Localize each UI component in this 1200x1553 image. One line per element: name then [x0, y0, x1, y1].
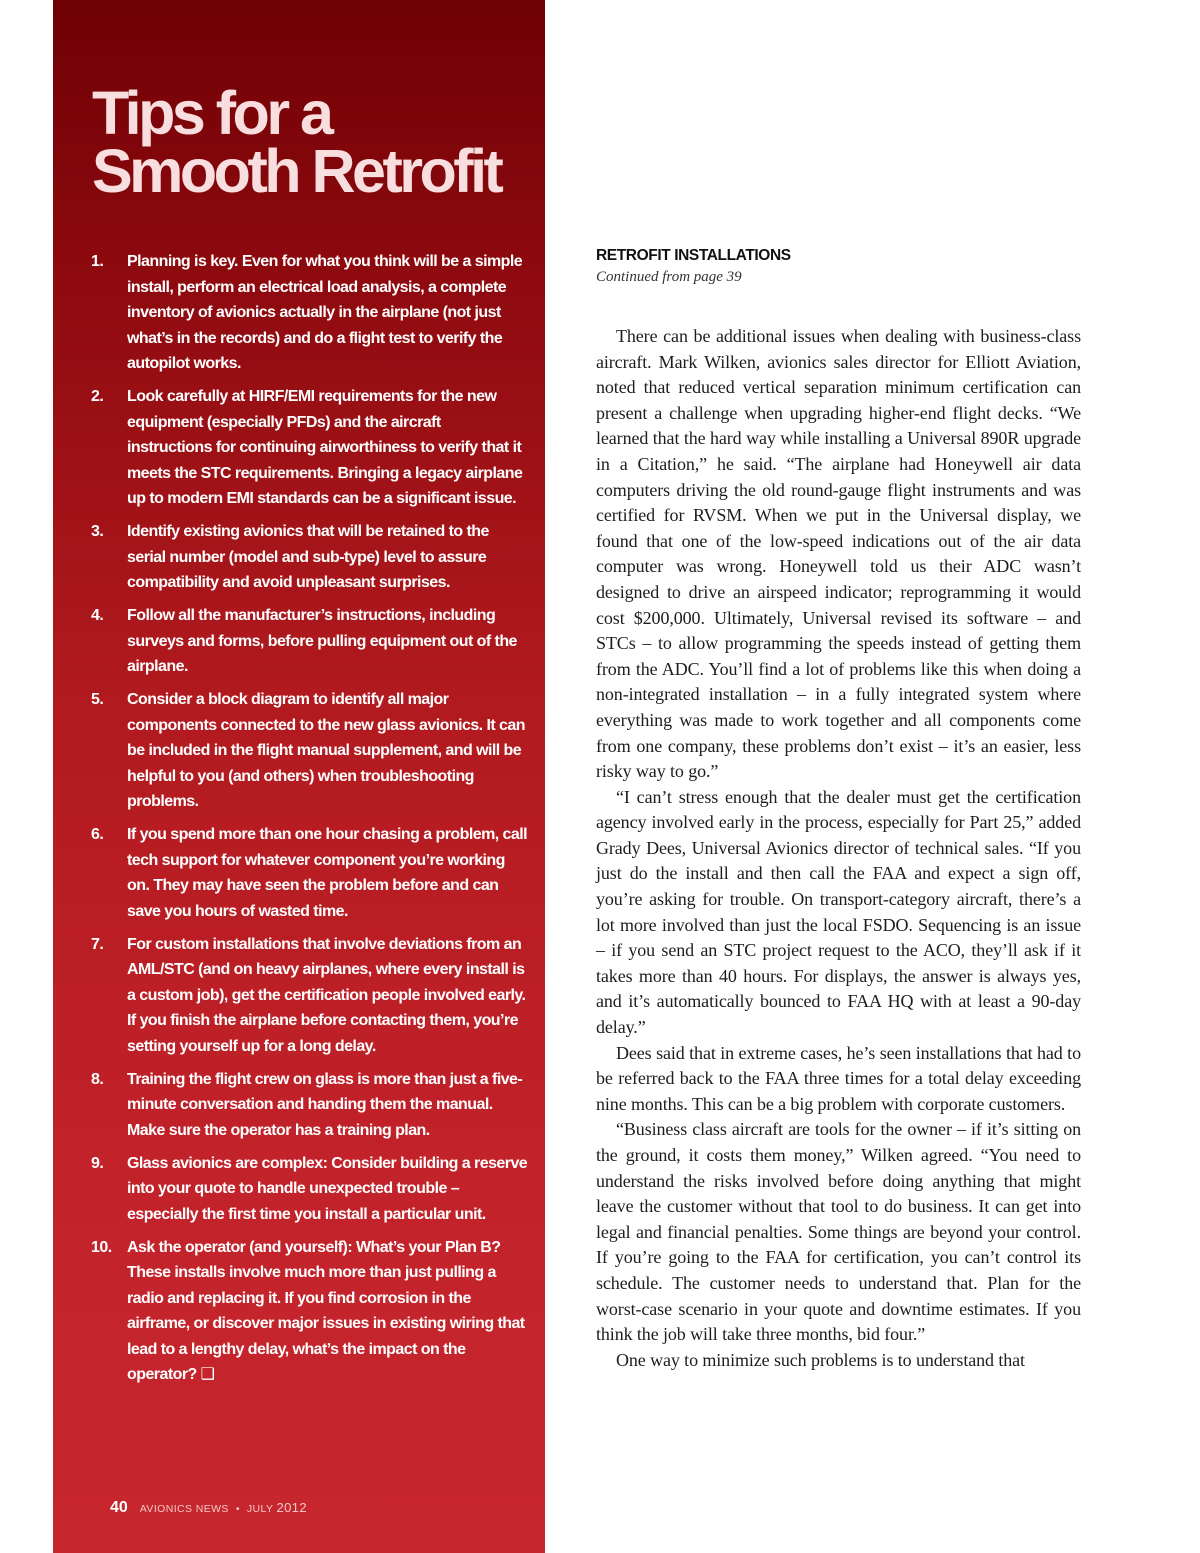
tip-text: Identify existing avionics that will be retained to the serial number (model and sub-type) level to assure compatibility and avoid unpleasant surprises.	[127, 523, 489, 591]
tip-item	[91, 384, 528, 512]
tip-item	[91, 822, 528, 924]
issue-year: 2012	[276, 1500, 308, 1515]
tip-text: For custom installations that involve deviations from an AML/STC (and on heavy airplanes, where every install is a custom job), get the certification people involved early. If you finish the airplane before contacting them, you’re setting yourself up for a long delay.	[127, 935, 526, 1055]
article-paragraph: There can be additional issues when dealing with business-class aircraft. Mark Wilken, avionics sales director for Elliott Aviation, noted that reduced vertical separation minimum certification can present a challenge when upgrading higher-end flight decks. “We learned that the hard way while installing a Universal 890R upgrade in a Citation,” he said. “The airplane had Honeywell air data computers driving the old round-gauge flight instruments and was certified for RVSM. When we put in the Universal display, we found that one of the low-speed indications out of the air data computer was wrong. Honeywell told us their ADC wasn’t designed to drive an airspeed indicator; reprogramming it would cost $200,000. Ultimately, Universal revised its software – and STCs – to allow programming the speeds instead of getting them from the ADC. You’ll find a lot of problems like this when doing a non-integrated installation – in a fully integrated system where everything was made to work together and all components come from one company, these problems don’t exist – it’s an easier, less risky way to go.”	[596, 326, 1081, 782]
tip-number: 9.	[91, 1154, 104, 1172]
tip-text: Follow all the manufacturer’s instructions, including surveys and forms, before pulling equipment out of the airplane.	[127, 607, 517, 675]
tip-text: Planning is key. Even for what you think will be a simple install, perform an electrical load analysis, a complete inventory of avionics actually in the airplane (not just what’s in the records) and do a flight test to verify the autopilot works.	[127, 253, 523, 372]
article-column	[596, 245, 1081, 1373]
tip-text: Look carefully at HIRF/EMI requirements for the new equipment (especially PFDs) and the aircraft instructions for continuing airworthiness to verify that it meets the STC requirements. Bringing a legacy airplane up to modern EMI standards can be a significant issue.	[127, 388, 523, 507]
tip-text: If you spend more than one hour chasing a problem, call tech support for whatever component you’re working on. They may have seen the problem before and can save you hours of wasted time.	[127, 826, 528, 920]
tip-number: 8.	[91, 1070, 104, 1088]
tip-number: 10.	[91, 1238, 112, 1256]
article-paragraph: Dees said that in extreme cases, he’s seen installations that had to be referred back to the FAA three times for a total delay exceeding nine months. This can be a big problem with corporate customers.	[596, 1042, 1081, 1114]
tip-item	[91, 1235, 528, 1388]
tip-number: 7.	[91, 935, 104, 953]
tip-text: Glass avionics are complex: Consider building a reserve into your quote to handle unexpected trouble – especially the first time you install a particular unit.	[127, 1154, 528, 1223]
tip-number: 4.	[91, 607, 104, 624]
tip-item	[91, 249, 528, 377]
sidebar-title-line-2: Smooth Retrofit	[92, 137, 501, 205]
tip-text: Training the flight crew on glass is more than just a five-minute conversation and handing them the manual. Make sure the operator has a training plan.	[127, 1070, 523, 1139]
tips-sidebar	[53, 0, 545, 1553]
tip-number: 5.	[91, 691, 104, 708]
issue-month: JULY	[246, 1503, 274, 1515]
tip-item	[91, 603, 528, 680]
tip-number: 3.	[91, 523, 104, 540]
continued-note: Continued from page 39	[596, 269, 742, 285]
tip-text: Consider a block diagram to identify all major components connected to the new glass avionics. It can be included in the flight manual supplement, and will be helpful to you (and others) when troubleshooting problems.	[127, 691, 525, 810]
article-body	[596, 324, 1081, 1373]
article-paragraph: “I can’t stress enough that the dealer must get the certification agency involved early in the process, especially for Part 25,” added Grady Dees, Universal Avionics director of technical sales. “If you just do the install and then call the FAA and expect a sign off, you’re asking for trouble. On transport-category aircraft, there’s a lot more involved than just the local FSDO. Sequencing is an issue – if you send an STC project request to the ACO, they’ll ask if it takes more than 40 hours. For displays, the answer is always yes, and it’s automatically bounced to FAA HQ with at least a 90-day delay.”	[596, 786, 1081, 1038]
tip-number: 1.	[91, 253, 104, 270]
sidebar-title	[92, 79, 501, 205]
tip-item	[91, 932, 528, 1060]
publication-name: AVIONICS NEWS	[139, 1503, 229, 1515]
tips-list	[91, 249, 528, 1395]
article-paragraph: One way to minimize such problems is to understand that	[616, 1349, 1025, 1370]
section-label: RETROFIT INSTALLATIONS	[596, 247, 791, 264]
page-footer	[110, 1499, 307, 1517]
tip-item	[91, 1067, 528, 1144]
sidebar-title-line-1: Tips for a	[92, 79, 331, 147]
tip-item	[91, 1151, 528, 1228]
tip-text: Ask the operator (and yourself): What’s your Plan B? These installs involve much more than just pulling a radio and replacing it. If you find corrosion in the airframe, or discover major issues in existing wiring that lead to a lengthy delay, what’s the impact on the operator? ❑	[127, 1238, 525, 1383]
footer-separator: •	[235, 1503, 240, 1515]
page-number: 40	[110, 1499, 128, 1516]
tip-item	[91, 687, 528, 815]
tip-number: 6.	[91, 826, 104, 843]
article-paragraph: “Business class aircraft are tools for the owner – if it’s sitting on the ground, it costs them money,” Wilken agreed. “You need to understand the risks involved before doing anything that might leave the customer without that tool to do business. It can get into legal and financial penalties. Some things are beyond your control. If you’re going to the FAA for certification, you can’t control its schedule. The customer needs to understand that. Plan for the worst-case scenario in your quote and downtime estimates. If you think the job will take three months, bid four.”	[596, 1119, 1081, 1345]
tip-number: 2.	[91, 388, 104, 405]
tip-item	[91, 519, 528, 596]
